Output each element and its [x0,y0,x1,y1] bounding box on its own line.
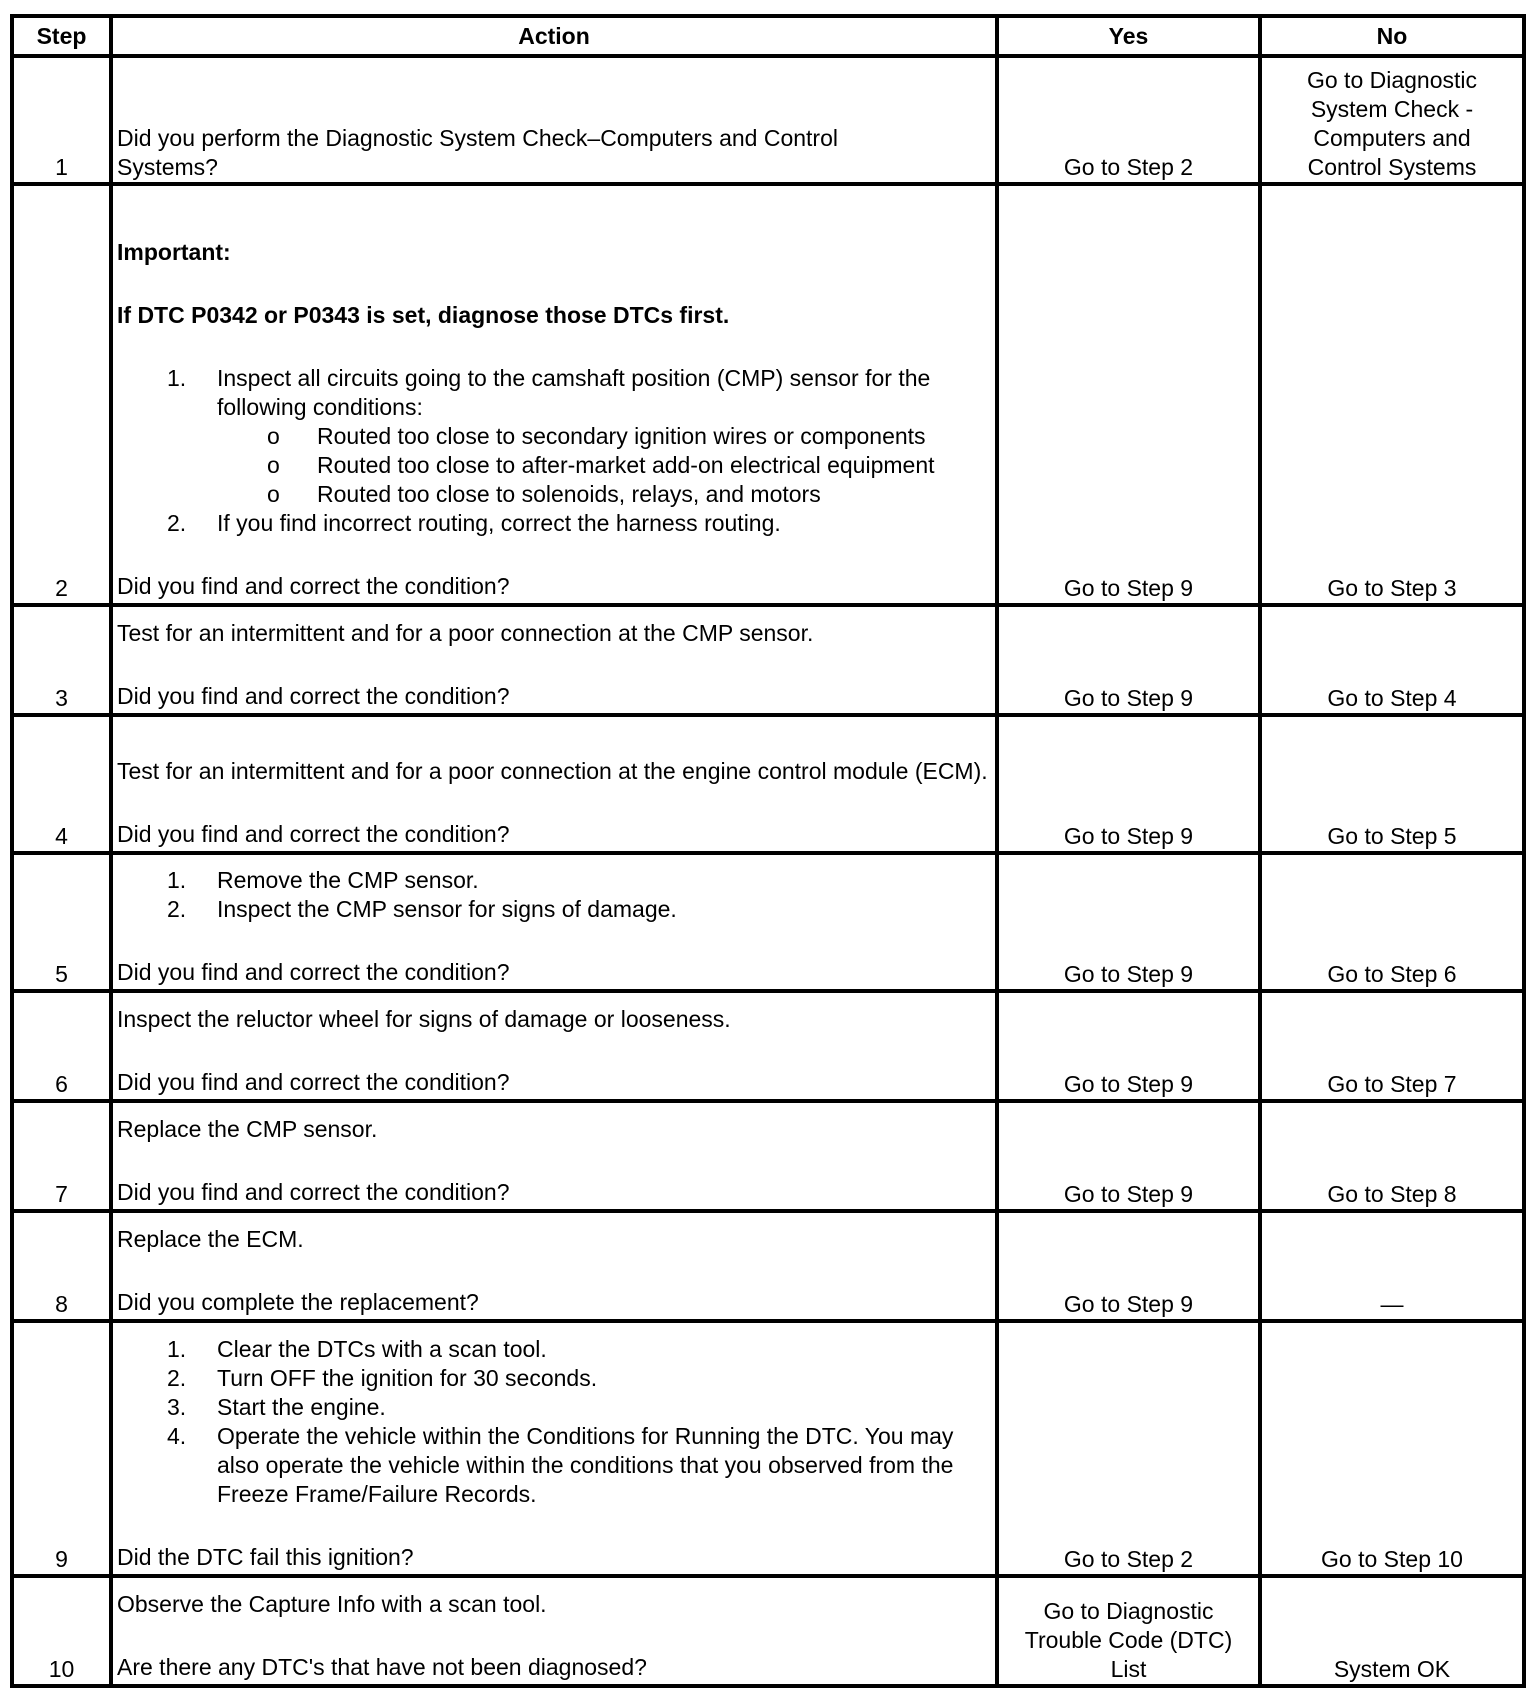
header-row [12,16,1524,56]
yes-cell[interactable]: Go to Step 9 [997,715,1260,853]
action-cell [111,853,997,991]
diagnostic-table [10,14,1526,1688]
list-item: o Routed too close to after-market add-on electrical equipment [267,452,935,478]
yes-cell[interactable]: Go to Step 9 [997,991,1260,1101]
list-item: 1. Clear the DTCs with a scan tool. [167,1336,547,1362]
question-text: Did you find and correct the condition? [117,683,510,709]
step-number: 6 [12,991,111,1101]
no-cell: — [1260,1211,1524,1321]
list-item: 1. Inspect all circuits going to the camshaft position (CMP) sensor for the following conditions: [167,365,931,420]
yes-cell[interactable]: Go to Step 2 [997,1321,1260,1576]
action-text: Inspect the reluctor wheel for signs of damage or looseness. [117,1006,731,1032]
header-yes: Yes [997,16,1260,56]
yes-cell[interactable]: Go to Step 2 [997,56,1260,184]
no-cell[interactable]: Go to Step 6 [1260,853,1524,991]
question-text: Did you find and correct the condition? [117,573,510,599]
list-item: 2. If you find incorrect routing, correct the harness routing. [167,510,781,536]
no-cell[interactable] [1260,56,1524,184]
yes-cell[interactable] [997,1576,1260,1686]
table-row [12,605,1524,715]
yes-cell[interactable]: Go to Step 9 [997,605,1260,715]
table-row [12,715,1524,853]
no-cell[interactable]: Go to Step 8 [1260,1101,1524,1211]
action-cell [111,1321,997,1576]
action-cell [111,1576,997,1686]
important-note: If DTC P0342 or P0343 is set, diagnose those DTCs first. [117,302,730,328]
step-number: 5 [12,853,111,991]
instruction-list [117,509,991,538]
question-text: Did you find and correct the condition? [117,1069,510,1095]
header-action: Action [111,16,997,56]
action-cell [111,1101,997,1211]
step-number: 9 [12,1321,111,1576]
question-text: Did the DTC fail this ignition? [117,1544,414,1570]
yes-cell[interactable]: Go to Step 9 [997,1211,1260,1321]
sub-list [117,422,991,509]
header-no: No [1260,16,1524,56]
yes-cell[interactable]: Go to Step 9 [997,184,1260,605]
list-item: 1. Remove the CMP sensor. [167,867,479,893]
question-text: Did you find and correct the condition? [117,821,510,847]
question-text: Did you find and correct the condition? [117,1179,510,1205]
action-cell [111,605,997,715]
step-number: 10 [12,1576,111,1686]
no-cell[interactable]: Go to Step 5 [1260,715,1524,853]
table-row [12,1576,1524,1686]
list-item: 4. Operate the vehicle within the Conditions for Running the DTC. You may also operate the vehicle within the conditions that you observed from the Freeze Frame/Failure Records. [167,1423,954,1507]
instruction-list [117,866,991,924]
action-cell [111,991,997,1101]
action-text: Did you perform the Diagnostic System Check–Computers and Control Systems? [117,125,838,180]
yes-cell[interactable]: Go to Step 9 [997,853,1260,991]
table-row [12,184,1524,605]
header-step: Step [12,16,111,56]
important-label: Important: [117,239,231,265]
question-text: Are there any DTC's that have not been diagnosed? [117,1654,647,1680]
action-text: Test for an intermittent and for a poor connection at the engine control module (ECM). [117,758,988,784]
action-text: Observe the Capture Info with a scan tool. [117,1591,547,1617]
list-item: 3. Start the engine. [167,1394,386,1420]
no-cell: System OK [1260,1576,1524,1686]
action-cell [111,184,997,605]
step-number: 2 [12,184,111,605]
action-cell [111,56,997,184]
table-row [12,991,1524,1101]
table-row [12,853,1524,991]
no-cell[interactable]: Go to Step 4 [1260,605,1524,715]
action-text: Replace the CMP sensor. [117,1116,378,1142]
yes-cell[interactable]: Go to Step 9 [997,1101,1260,1211]
step-number: 1 [12,56,111,184]
table-row [12,1101,1524,1211]
instruction-list [117,1335,991,1509]
table-row [12,1211,1524,1321]
question-text: Did you find and correct the condition? [117,959,510,985]
action-cell [111,715,997,853]
list-item: o Routed too close to secondary ignition wires or components [267,423,926,449]
table-row [12,1321,1524,1576]
action-text: Replace the ECM. [117,1226,304,1252]
list-item: 2. Turn OFF the ignition for 30 seconds. [167,1365,598,1391]
yes-text: Go to Diagnostic Trouble Code (DTC) List [1024,1598,1233,1682]
step-number: 4 [12,715,111,853]
action-text: Test for an intermittent and for a poor connection at the CMP sensor. [117,620,814,646]
instruction-list [117,364,991,422]
no-cell[interactable]: Go to Step 7 [1260,991,1524,1101]
question-text: Did you complete the replacement? [117,1289,479,1315]
step-number: 7 [12,1101,111,1211]
step-number: 8 [12,1211,111,1321]
list-item: 2. Inspect the CMP sensor for signs of damage. [167,896,677,922]
list-item: o Routed too close to solenoids, relays, and motors [267,481,821,507]
no-cell[interactable]: Go to Step 10 [1260,1321,1524,1576]
no-cell[interactable]: Go to Step 3 [1260,184,1524,605]
action-cell [111,1211,997,1321]
step-number: 3 [12,605,111,715]
no-text: Go to Diagnostic System Check - Computers and Control Systems [1306,67,1478,180]
table-row [12,56,1524,184]
